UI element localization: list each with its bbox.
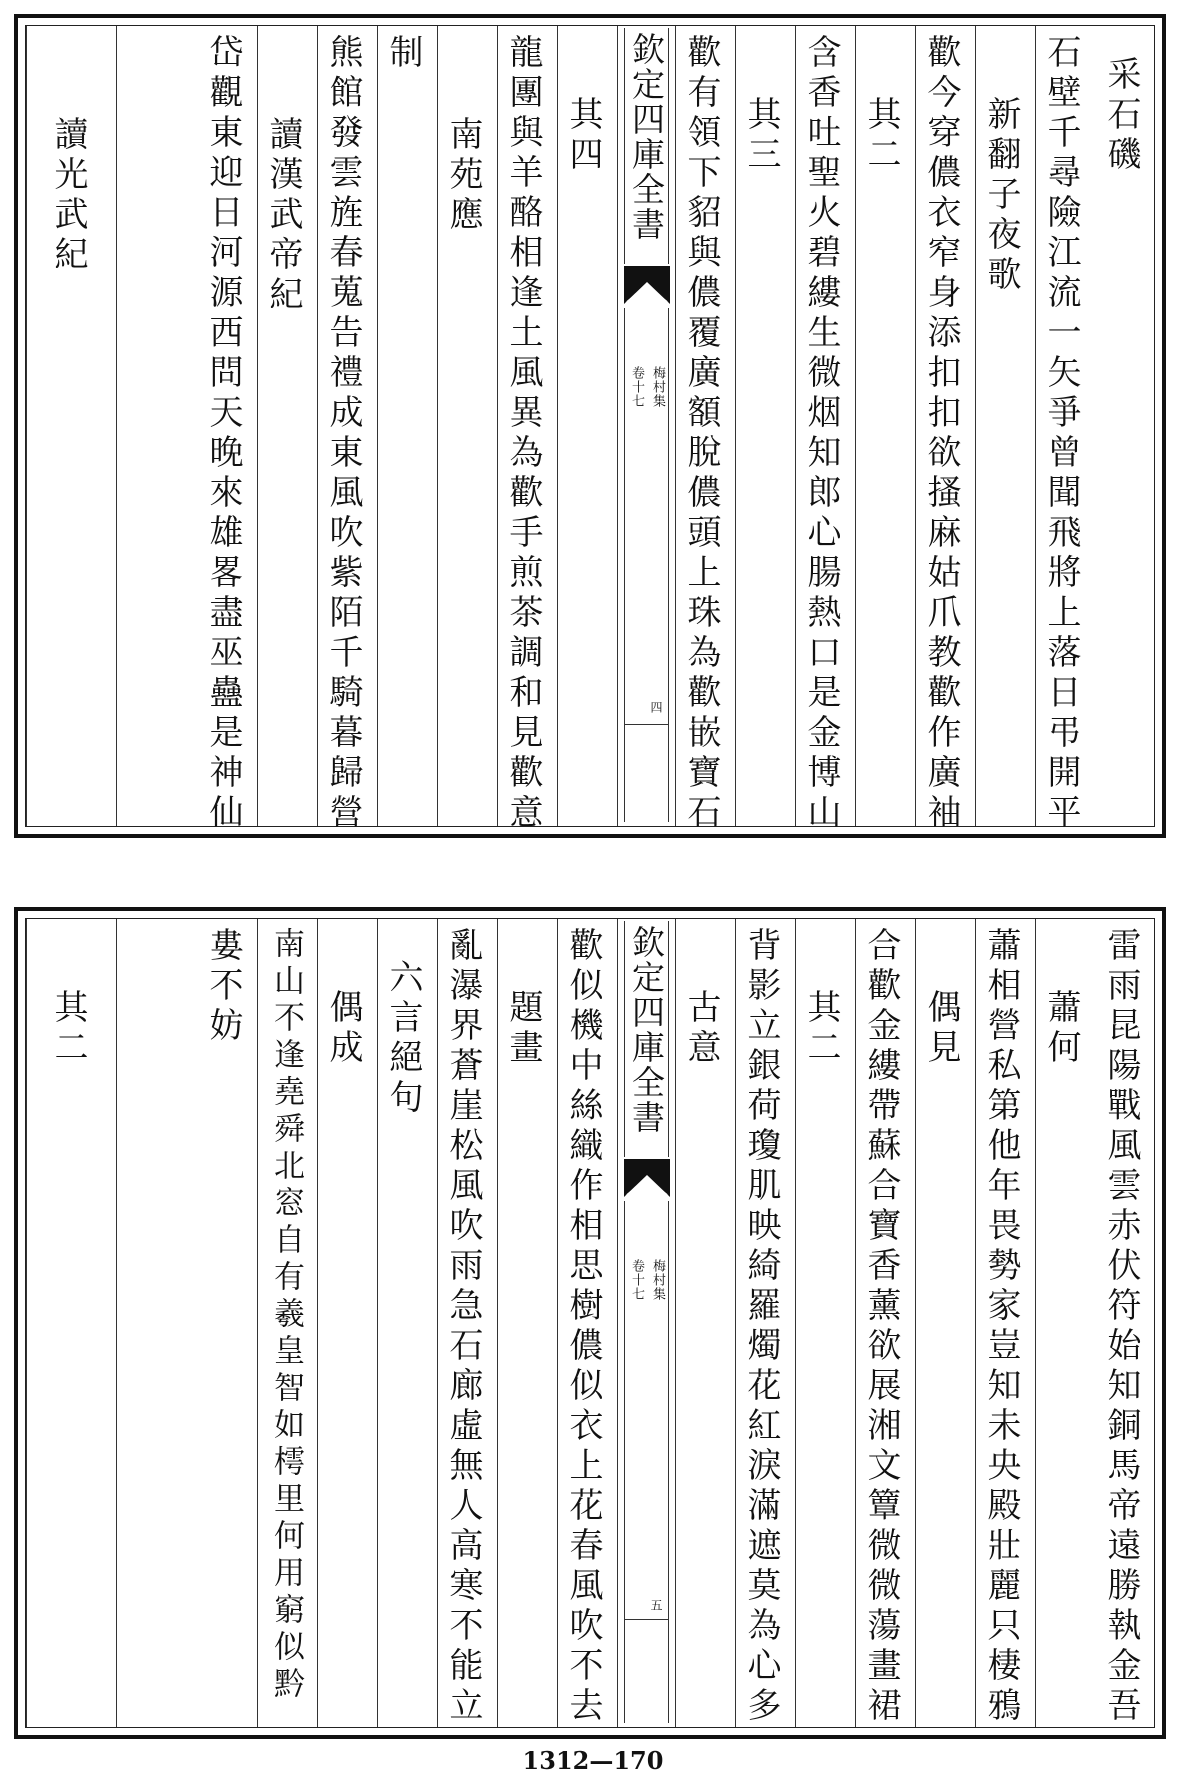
- poem-title: 制: [383, 34, 423, 74]
- bottom-page-frame: [25, 918, 1155, 1728]
- column: [675, 919, 735, 1727]
- column: [1035, 26, 1095, 834]
- column: [26, 26, 116, 826]
- column: [915, 919, 975, 1727]
- poem-line: 熊館發雲旌春蒐告禮成東風吹紫陌千騎暮歸營: [323, 34, 363, 834]
- column: [497, 26, 557, 834]
- fold-title: 欽定四庫全書: [627, 925, 666, 1135]
- column: [317, 26, 377, 834]
- column: [437, 919, 497, 1727]
- poem-title: 其四: [563, 96, 603, 176]
- poem-line: 歡似機中絲織作相思樹儂似衣上花春風吹不去: [563, 927, 603, 1727]
- column: [855, 919, 915, 1727]
- poem-line: 含香吐聖火碧縷生微烟知郎心腸熱口是金博山: [801, 34, 841, 834]
- fold-book-name: 梅村集: [650, 1259, 665, 1301]
- poem-title: 題畫: [503, 989, 543, 1069]
- poem-title: 新翻子夜歌: [981, 96, 1021, 296]
- poem-line: 歡今穿儂衣窄身添扣扣欲搔麻姑爪教歡作廣袖: [921, 34, 961, 834]
- poem-line: 歡有領下貂與儂覆廣額脫儂頭上珠為歡嵌寶石: [681, 34, 721, 834]
- page-footer-number: 1312—170: [522, 1746, 664, 1775]
- column: [557, 26, 617, 826]
- poem-title: 其二: [861, 96, 901, 176]
- column: [497, 919, 557, 1727]
- poem-title: 其二: [801, 989, 841, 1069]
- poem-title: 其二: [48, 989, 88, 1069]
- fishtail-mark: [624, 266, 670, 306]
- poem-title: 古意: [681, 989, 721, 1069]
- column: [915, 26, 975, 834]
- column: [26, 919, 116, 1727]
- poem-line: 石壁千尋險江流一矢爭曾聞飛將上落日弔開平: [1041, 34, 1081, 834]
- poem-title: 南苑應: [443, 116, 483, 236]
- fold-rule: [624, 724, 669, 725]
- fold-page-number: 五: [649, 1599, 663, 1611]
- column: [975, 919, 1035, 1727]
- column: [437, 26, 497, 826]
- poem-title: 讀光武紀: [48, 116, 88, 276]
- fold-rule: [624, 1619, 669, 1620]
- top-page-frame: [25, 25, 1155, 834]
- fold-volume: 卷十七: [629, 1259, 644, 1301]
- fold-volume: 卷十七: [629, 366, 644, 408]
- poem-line: 背影立銀荷瓊肌映綺羅燭花紅淚滿遮莫為心多: [741, 927, 781, 1727]
- center-fold: [617, 26, 675, 826]
- poem-title: 偶見: [921, 989, 961, 1069]
- poem-line: 岱觀東迎日河源西問天晚來雄畧盡巫蠱是神仙: [203, 34, 243, 834]
- fishtail-mark: [624, 1159, 670, 1199]
- column: [317, 919, 377, 1727]
- top-page: [14, 14, 1166, 838]
- poem-title: 采石磯: [1101, 56, 1141, 176]
- column: [795, 919, 855, 1727]
- fold-rule: [624, 1201, 625, 1723]
- poem-line: 南山不逢堯舜北窓自有羲皇智如樗里何用窮似黔: [268, 927, 304, 1704]
- column: [1035, 919, 1095, 1727]
- column: [735, 26, 795, 826]
- column: [1095, 26, 1155, 826]
- fold-rule: [668, 1201, 669, 1723]
- poem-title: 偶成: [323, 989, 363, 1069]
- poem-line: 合歡金縷帶蘇合寶香薰欲展湘文簟微微蕩畫裙: [861, 927, 901, 1727]
- poem-title: 讀漢武帝紀: [263, 116, 303, 316]
- column: [1095, 919, 1155, 1727]
- poem-line: 亂瀑界蒼崖松風吹雨急石廊虛無人高寒不能立: [443, 927, 483, 1727]
- column: [735, 919, 795, 1727]
- fold-title: 欽定四庫全書: [627, 32, 666, 242]
- column: [257, 26, 317, 826]
- poem-line: 雷雨昆陽戰風雲赤伏符始知銅馬帝遠勝執金吾: [1101, 927, 1141, 1727]
- column: [557, 919, 617, 1727]
- column: [675, 26, 735, 834]
- center-fold: [617, 919, 675, 1727]
- fold-rule: [668, 308, 669, 822]
- column: [975, 26, 1035, 826]
- poem-title: 其三: [741, 96, 781, 176]
- column: [116, 26, 257, 834]
- bottom-page: [14, 907, 1166, 1739]
- poem-line: 蕭相營私第他年畏勢家豈知未央殿壯麗只棲鴉: [981, 927, 1021, 1727]
- column: [377, 26, 437, 826]
- poem-line: 龍團與羊酪相逢土風異為歡手煎茶調和見歡意: [503, 34, 543, 834]
- column: [855, 26, 915, 826]
- poem-title: 六言絕句: [383, 959, 423, 1119]
- poem-line: 婁不妨: [203, 927, 243, 1047]
- poem-title: 蕭何: [1041, 989, 1081, 1069]
- column: [795, 26, 855, 834]
- column: [116, 919, 257, 1727]
- fold-rule: [624, 308, 625, 822]
- column: [377, 919, 437, 1727]
- column: [257, 919, 317, 1727]
- fold-book-name: 梅村集: [650, 366, 665, 408]
- fold-page-number: 四: [649, 701, 663, 713]
